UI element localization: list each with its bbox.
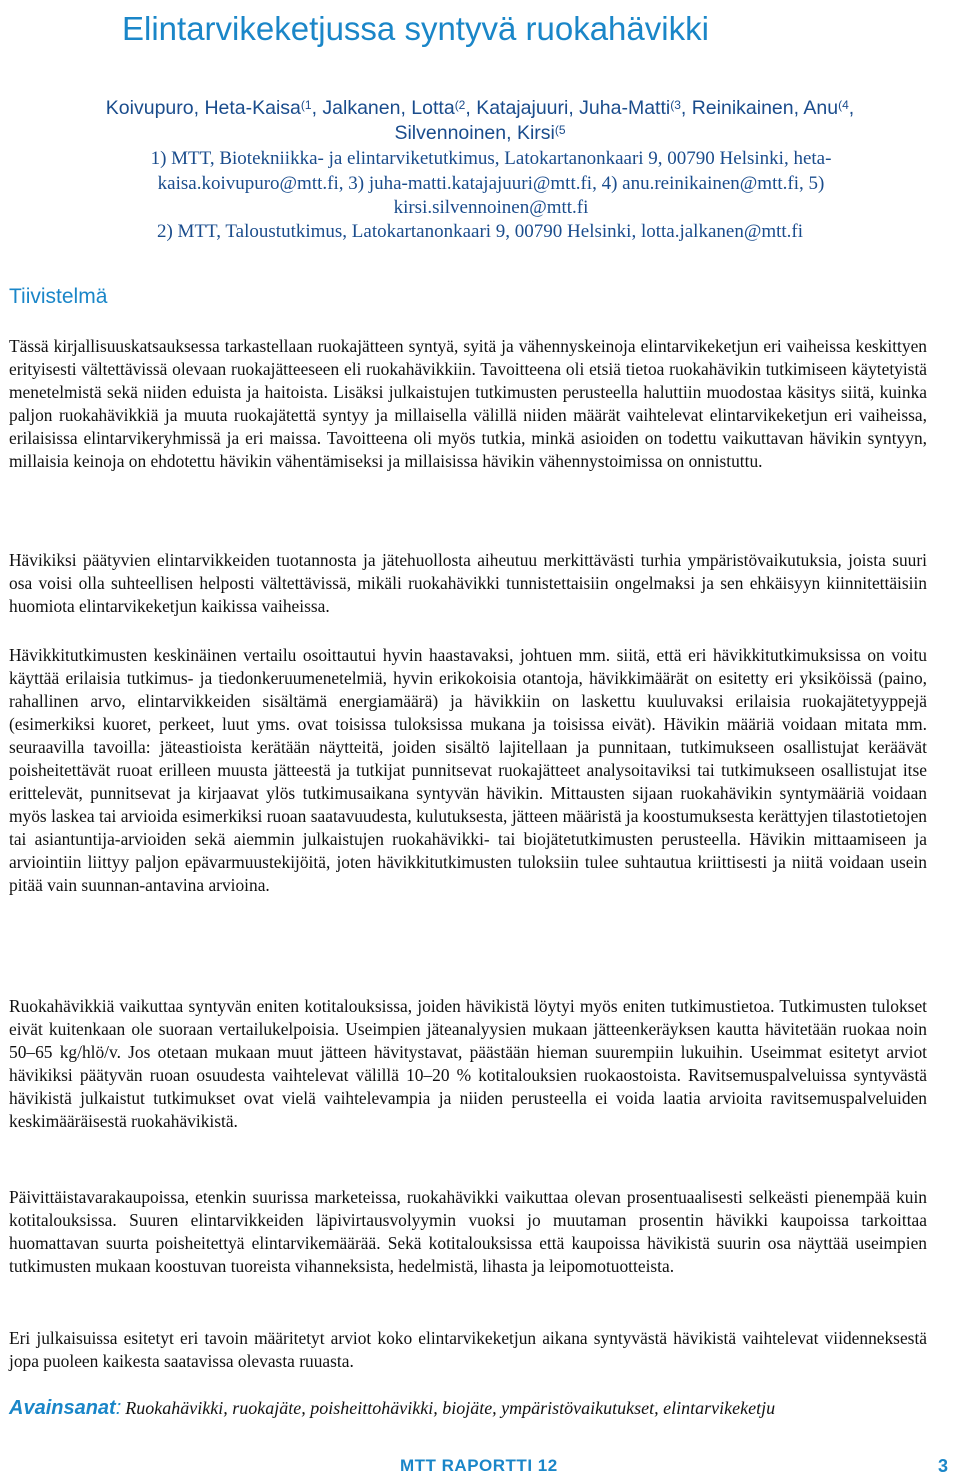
keywords-text: Ruokahävikki, ruokajäte, poisheittohävikki, biojäte, ympäristövaikutukset, elintarvikeketju [125,1398,776,1418]
author-name: Koivupuro, Heta-Kaisa [105,97,301,119]
abstract-paragraph: Eri julkaisuissa esitetyt eri tavoin määritetyt arviot koko elintarvikeketjun aikana syntyvästä hävikistä vaihtelevat viidenneksestä jopa puoleen kaikesta saatavissa olevasta ruuasta. [9,1328,927,1372]
author-name: Silvennoinen, Kirsi [394,122,555,144]
section-heading-abstract: Tiivistelmä [9,285,108,308]
keywords-label: Avainsanat [9,1397,116,1419]
keywords-colon: : [115,1397,122,1419]
author-name: , Katajajuuri, Juha-Matti [465,97,671,119]
abstract-paragraph: Tässä kirjallisuuskatsauksessa tarkastellaan ruokajätteen syntyä, syitä ja vähennyskeinoja elintarvikeketjun eri vaiheissa keskittyen erityisesti vältettävissä olevaan ruokajätteeseen eli ruokahävikkiin. Tavoitteena oli etsiä tietoa ruokahävikin tutkimiseen käytetyistä menetelmistä sekä niiden eduista ja haitoista. Lisäksi julkaistujen tutkimusten perusteella haluttiin muodostaa käsitys siitä, kuinka paljon ruokahävikkiä ja muuta ruokajätettä syntyy ja millaisella välillä niiden määrät vaihtelevat elintarvikeketjun eri vaiheissa, erilaisissa elintarvikeryhmissä ja eri maissa. Tavoitteena oli myös tutkia, minkä asioiden on todettu vaikuttavan hävikin syntyyn, millaisia keinoja on ehdotettu hävikin vähentämiseksi ja millaisissa hävikin vähennystoimissa on onnistuttu. [9,336,927,472]
author-superscript: (1 [300,98,312,112]
abstract-paragraph: Hävikiksi päätyvien elintarvikkeiden tuotannosta ja jätehuollosta aiheutuu merkittävästi turhia ympäristövaikutuksia, joista suuri osa voisi olla suhteellisen helposti vältettävissä, mikäli ruokahävikki tunnistettaisiin ongelmaksi ja sen ehkäisyyn kiinnitettäisiin huomiota elintarvikeketjun kaikissa vaiheissa. [9,550,927,617]
author-superscript: (5 [554,123,566,137]
author-name: , Reinikainen, Anu [680,97,839,119]
author-name: , Jalkanen, Lotta [311,97,455,119]
affiliation-1: 1) MTT, Biotekniikka- ja elintarviketutkimus, Latokartanonkaari 9, 00790 Helsinki, heta-kaisa.koivupuro@mtt.fi, 3) juha-matti.katajajuuri@mtt.fi, 4) anu.reinikainen@mtt.fi, 5) kirsi.silvennoinen@mtt.fi [150,148,832,218]
author-separator: , [848,97,855,119]
author-superscript: (2 [454,98,466,112]
affiliation-2: 2) MTT, Taloustutkimus, Latokartanonkaari 9, 00790 Helsinki, lotta.jalkanen@mtt.fi [156,221,804,242]
author-superscript: (3 [670,98,681,112]
author-list [10,96,950,146]
abstract-paragraph: Hävikkitutkimusten keskinäinen vertailu osoittautui hyvin haastavaksi, johtuen mm. siitä, että eri hävikkitutkimuksissa on voitu käyttää erilaisia tutkimus- ja tiedonkeruumenetelmiä, hyvin erikokoisia otantoja, hävikkimäärät on esitetty eri yksiköissä (paino, rahallinen arvo, elintarvikkeiden sisältämä energiamäärä) ja hävikkiin on laskettu kuuluvaksi erilaisia ruokajätetyyppejä (esimerkiksi kuoret, perkeet, luut yms. ovat toisissa tuloksissa mukana ja toisissa eivät). Hävikin määriä voidaan mitata mm. seuraavilla tavoilla: jäteastioista kerätään näytteitä, joiden sisältö lajitellaan ja punnitaan, tutkimukseen osallistujat keräävät poisheitettävät ruoat erilleen muusta jätteestä ja tutkijat punnitsevat ruokajätteet analysoitaviksi tai tutkimukseen osallistujat itse erittelevät, punnitsevat ja kirjaavat ylös tutkimusaikana syntyvän hävikin. Mittausten sijaan ruokahävikin syntymääriä voidaan myös laskea tai arvioida esimerkiksi ruoan saatavuudesta, kulutuksesta, jätteen määristä ja koostumuksesta kerättyjen tilastotietojen tai asiantuntija-arvioiden sekä aiemmin julkaistujen ruokahävikki- tai biojätetutkimusten perusteella. Hävikin mittaamiseen ja arviointiin liittyy paljon epävarmuustekijöitä, joten hävikkitutkimusten tuloksiin tulee suhtautua kriittisesti ja niitä voidaan usein pitää vain suunnan-antavina arvioina. [9,645,927,896]
keywords-line [9,1397,939,1420]
footer-journal-name: MTT RAPORTTI 12 [400,1456,558,1475]
abstract-paragraph: Ruokahävikkiä vaikuttaa syntyvän eniten kotitalouksissa, joiden hävikistä löytyi myös eniten tutkimustietoa. Tutkimusten tulokset eivät kuitenkaan ole suoraan vertailukelpoisia. Useimpien jäteanalyysien mukaan jätteenkeräyksen kautta hävitetään ruokaa noin 50–65 kg/hlö/v. Jos otetaan mukaan muut jätteen hävitystavat, päästään hieman suurempiin lukuihin. Useimmat esitetyt arviot hävikiksi päätyvän ruoan osuudesta vaihtelevat välillä 10–20 % kotitalouksien ruokaostoista. Ravitsemuspalveluissa syntyvästä hävikistä julkaistut tutkimukset ovat vielä vaihtelevampia ja niiden perusteella ei voida laatia arvioita ravitsemuspalveluiden keskimääräisestä ruokahävikistä. [9,996,927,1132]
author-superscript: (4 [838,98,849,112]
abstract-paragraph: Päivittäistavarakaupoissa, etenkin suurissa marketeissa, ruokahävikki vaikuttaa olevan prosentuaalisesti selkeästi pienempää kuin kotitalouksissa. Suuren elintarvikkeiden läpivirtausvolyymin vuoksi jo muutaman prosentin hävikki kaupoissa tarkoittaa huomattavan suurta poisheitettyä elintarvikemäärää. Sekä kotitalouksissa että kaupoissa hävikistä suurin osa näyttää useimpien tutkimusten mukaan koostuvan tuoreista vihanneksista, hedelmistä, lihasta ja leipomotuotteista. [9,1187,927,1277]
footer-page-number: 3 [938,1456,949,1476]
page-title: Elintarvikeketjussa syntyvä ruokahävikki [122,10,709,47]
